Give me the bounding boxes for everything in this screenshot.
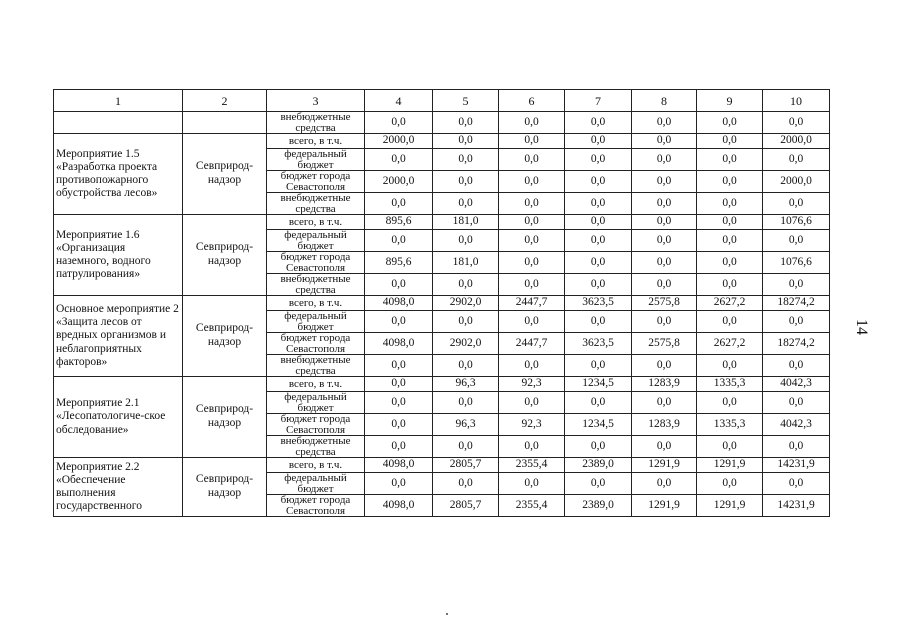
value-cell: 1234,5 xyxy=(565,414,632,436)
activity-name-cell: Мероприятие 2.2 «Обеспечение выполнения государственного xyxy=(54,458,183,517)
value-cell: 2805,7 xyxy=(433,495,499,517)
table-row xyxy=(54,296,830,311)
column-header: 9 xyxy=(697,90,763,112)
executor-cell: Севприрод-надзор xyxy=(183,377,267,458)
value-cell: 0,0 xyxy=(365,392,433,414)
funding-source-cell: федеральный бюджет xyxy=(267,230,365,252)
activity-name-cell: Основное мероприятие 2 «Защита лесов от вредных организмов и неблагоприятных факторов» xyxy=(54,296,183,377)
value-cell: 1291,9 xyxy=(697,495,763,517)
value-cell: 92,3 xyxy=(499,377,565,392)
funding-source-cell: бюджет города Севастополя xyxy=(267,171,365,193)
value-cell: 4098,0 xyxy=(365,458,433,473)
value-cell: 3623,5 xyxy=(565,296,632,311)
table-row xyxy=(54,377,830,392)
column-header: 10 xyxy=(763,90,830,112)
executor-cell: Севприрод-надзор xyxy=(183,458,267,517)
value-cell: 0,0 xyxy=(763,112,830,134)
value-cell: 0,0 xyxy=(632,134,697,149)
column-header: 1 xyxy=(54,90,183,112)
value-cell: 92,3 xyxy=(499,414,565,436)
funding-source-cell: внебюджетные средства xyxy=(267,112,365,134)
activity-name-cell: Мероприятие 2.1 «Лесопатологиче-ское обследование» xyxy=(54,377,183,458)
page-number: 14 xyxy=(853,319,870,335)
value-cell: 2902,0 xyxy=(433,333,499,355)
value-cell: 0,0 xyxy=(499,473,565,495)
value-cell: 0,0 xyxy=(365,436,433,458)
value-cell: 0,0 xyxy=(763,230,830,252)
value-cell: 0,0 xyxy=(365,355,433,377)
value-cell: 96,3 xyxy=(433,414,499,436)
value-cell: 0,0 xyxy=(365,193,433,215)
activity-name-cell xyxy=(54,112,183,134)
value-cell: 0,0 xyxy=(697,311,763,333)
column-number-row xyxy=(54,90,830,112)
column-header: 7 xyxy=(565,90,632,112)
value-cell: 0,0 xyxy=(632,171,697,193)
value-cell: 0,0 xyxy=(433,274,499,296)
value-cell: 0,0 xyxy=(433,193,499,215)
value-cell: 1335,3 xyxy=(697,377,763,392)
funding-source-cell: всего, в т.ч. xyxy=(267,458,365,473)
value-cell: 0,0 xyxy=(565,134,632,149)
value-cell: 3623,5 xyxy=(565,333,632,355)
value-cell: 2000,0 xyxy=(365,134,433,149)
value-cell: 0,0 xyxy=(763,193,830,215)
value-cell: 2447,7 xyxy=(499,296,565,311)
value-cell: 0,0 xyxy=(499,230,565,252)
value-cell: 1283,9 xyxy=(632,414,697,436)
value-cell: 0,0 xyxy=(565,230,632,252)
funding-source-cell: бюджет города Севастополя xyxy=(267,333,365,355)
value-cell: 0,0 xyxy=(365,112,433,134)
funding-source-cell: всего, в т.ч. xyxy=(267,134,365,149)
scan-speck xyxy=(446,613,448,615)
value-cell: 0,0 xyxy=(433,436,499,458)
value-cell: 2389,0 xyxy=(565,495,632,517)
value-cell: 0,0 xyxy=(499,193,565,215)
value-cell: 4098,0 xyxy=(365,495,433,517)
value-cell: 0,0 xyxy=(433,311,499,333)
table-row xyxy=(54,215,830,230)
value-cell: 2389,0 xyxy=(565,458,632,473)
value-cell: 0,0 xyxy=(632,149,697,171)
value-cell: 0,0 xyxy=(565,392,632,414)
column-header: 4 xyxy=(365,90,433,112)
value-cell: 0,0 xyxy=(632,193,697,215)
column-header: 3 xyxy=(267,90,365,112)
funding-source-cell: внебюджетные средства xyxy=(267,436,365,458)
value-cell: 0,0 xyxy=(632,252,697,274)
value-cell: 0,0 xyxy=(565,193,632,215)
value-cell: 1335,3 xyxy=(697,414,763,436)
value-cell: 0,0 xyxy=(763,436,830,458)
value-cell: 0,0 xyxy=(565,252,632,274)
value-cell: 0,0 xyxy=(697,230,763,252)
value-cell: 14231,9 xyxy=(763,495,830,517)
value-cell: 0,0 xyxy=(499,112,565,134)
value-cell: 0,0 xyxy=(697,473,763,495)
value-cell: 0,0 xyxy=(697,112,763,134)
value-cell: 0,0 xyxy=(632,311,697,333)
value-cell: 18274,2 xyxy=(763,333,830,355)
value-cell: 0,0 xyxy=(632,473,697,495)
value-cell: 0,0 xyxy=(632,215,697,230)
value-cell: 0,0 xyxy=(632,230,697,252)
funding-source-cell: бюджет города Севастополя xyxy=(267,495,365,517)
value-cell: 2355,4 xyxy=(499,495,565,517)
value-cell: 0,0 xyxy=(433,134,499,149)
value-cell: 0,0 xyxy=(697,252,763,274)
value-cell: 0,0 xyxy=(697,355,763,377)
value-cell: 0,0 xyxy=(697,274,763,296)
value-cell: 0,0 xyxy=(565,355,632,377)
value-cell: 0,0 xyxy=(433,149,499,171)
funding-source-cell: бюджет города Севастополя xyxy=(267,414,365,436)
value-cell: 1234,5 xyxy=(565,377,632,392)
value-cell: 0,0 xyxy=(763,473,830,495)
value-cell: 2447,7 xyxy=(499,333,565,355)
funding-source-cell: всего, в т.ч. xyxy=(267,377,365,392)
value-cell: 0,0 xyxy=(697,149,763,171)
value-cell: 0,0 xyxy=(365,274,433,296)
value-cell: 4098,0 xyxy=(365,296,433,311)
value-cell: 0,0 xyxy=(763,149,830,171)
value-cell: 0,0 xyxy=(763,392,830,414)
value-cell: 2627,2 xyxy=(697,296,763,311)
value-cell: 0,0 xyxy=(499,252,565,274)
value-cell: 0,0 xyxy=(565,149,632,171)
value-cell: 4042,3 xyxy=(763,414,830,436)
value-cell: 4042,3 xyxy=(763,377,830,392)
funding-source-cell: федеральный бюджет xyxy=(267,473,365,495)
value-cell: 0,0 xyxy=(565,436,632,458)
value-cell: 0,0 xyxy=(499,355,565,377)
value-cell: 0,0 xyxy=(565,112,632,134)
value-cell: 0,0 xyxy=(697,215,763,230)
value-cell: 0,0 xyxy=(365,149,433,171)
value-cell: 0,0 xyxy=(433,392,499,414)
value-cell: 0,0 xyxy=(499,134,565,149)
value-cell: 895,6 xyxy=(365,252,433,274)
value-cell: 0,0 xyxy=(632,392,697,414)
table-row xyxy=(54,458,830,473)
value-cell: 0,0 xyxy=(499,436,565,458)
value-cell: 0,0 xyxy=(697,193,763,215)
value-cell: 0,0 xyxy=(499,311,565,333)
value-cell: 0,0 xyxy=(365,414,433,436)
value-cell: 0,0 xyxy=(499,215,565,230)
value-cell: 0,0 xyxy=(499,392,565,414)
value-cell: 0,0 xyxy=(763,355,830,377)
value-cell: 1291,9 xyxy=(632,495,697,517)
funding-source-cell: внебюджетные средства xyxy=(267,274,365,296)
activity-name-cell: Мероприятие 1.6 «Организация наземного, водного патрулирования» xyxy=(54,215,183,296)
value-cell: 0,0 xyxy=(365,230,433,252)
value-cell: 0,0 xyxy=(433,230,499,252)
value-cell: 2000,0 xyxy=(763,134,830,149)
table-body xyxy=(54,112,830,517)
value-cell: 0,0 xyxy=(763,311,830,333)
value-cell: 895,6 xyxy=(365,215,433,230)
value-cell: 181,0 xyxy=(433,252,499,274)
value-cell: 0,0 xyxy=(565,171,632,193)
value-cell: 0,0 xyxy=(499,149,565,171)
value-cell: 0,0 xyxy=(565,473,632,495)
funding-source-cell: всего, в т.ч. xyxy=(267,296,365,311)
value-cell: 0,0 xyxy=(565,311,632,333)
funding-source-cell: внебюджетные средства xyxy=(267,355,365,377)
funding-source-cell: внебюджетные средства xyxy=(267,193,365,215)
value-cell: 0,0 xyxy=(697,392,763,414)
value-cell: 0,0 xyxy=(632,112,697,134)
value-cell: 2627,2 xyxy=(697,333,763,355)
value-cell: 0,0 xyxy=(433,112,499,134)
value-cell: 0,0 xyxy=(632,355,697,377)
value-cell: 0,0 xyxy=(499,171,565,193)
column-header: 6 xyxy=(499,90,565,112)
value-cell: 0,0 xyxy=(632,274,697,296)
value-cell: 1076,6 xyxy=(763,215,830,230)
value-cell: 2805,7 xyxy=(433,458,499,473)
executor-cell: Севприрод-надзор xyxy=(183,296,267,377)
value-cell: 0,0 xyxy=(697,436,763,458)
value-cell: 1283,9 xyxy=(632,377,697,392)
value-cell: 0,0 xyxy=(365,377,433,392)
value-cell: 0,0 xyxy=(433,355,499,377)
executor-cell xyxy=(183,112,267,134)
value-cell: 2000,0 xyxy=(763,171,830,193)
value-cell: 2575,8 xyxy=(632,296,697,311)
value-cell: 14231,9 xyxy=(763,458,830,473)
value-cell: 2355,4 xyxy=(499,458,565,473)
column-header: 8 xyxy=(632,90,697,112)
funding-source-cell: бюджет города Севастополя xyxy=(267,252,365,274)
column-header: 5 xyxy=(433,90,499,112)
value-cell: 0,0 xyxy=(697,134,763,149)
value-cell: 0,0 xyxy=(565,215,632,230)
value-cell: 1076,6 xyxy=(763,252,830,274)
value-cell: 0,0 xyxy=(433,171,499,193)
executor-cell: Севприрод-надзор xyxy=(183,134,267,215)
value-cell: 96,3 xyxy=(433,377,499,392)
value-cell: 1291,9 xyxy=(632,458,697,473)
value-cell: 0,0 xyxy=(763,274,830,296)
value-cell: 2902,0 xyxy=(433,296,499,311)
value-cell: 2000,0 xyxy=(365,171,433,193)
value-cell: 0,0 xyxy=(499,274,565,296)
funding-source-cell: всего, в т.ч. xyxy=(267,215,365,230)
value-cell: 0,0 xyxy=(697,171,763,193)
value-cell: 0,0 xyxy=(632,436,697,458)
value-cell: 0,0 xyxy=(365,311,433,333)
value-cell: 4098,0 xyxy=(365,333,433,355)
table-row xyxy=(54,134,830,149)
value-cell: 0,0 xyxy=(565,274,632,296)
executor-cell: Севприрод-надзор xyxy=(183,215,267,296)
value-cell: 1291,9 xyxy=(697,458,763,473)
value-cell: 181,0 xyxy=(433,215,499,230)
value-cell: 0,0 xyxy=(433,473,499,495)
value-cell: 18274,2 xyxy=(763,296,830,311)
activity-name-cell: Мероприятие 1.5 «Разработка проекта противопожарного обустройства лесов» xyxy=(54,134,183,215)
funding-source-cell: федеральный бюджет xyxy=(267,311,365,333)
funding-table xyxy=(53,89,830,517)
column-header: 2 xyxy=(183,90,267,112)
table-row xyxy=(54,112,830,134)
funding-source-cell: федеральный бюджет xyxy=(267,149,365,171)
value-cell: 2575,8 xyxy=(632,333,697,355)
funding-source-cell: федеральный бюджет xyxy=(267,392,365,414)
value-cell: 0,0 xyxy=(365,473,433,495)
